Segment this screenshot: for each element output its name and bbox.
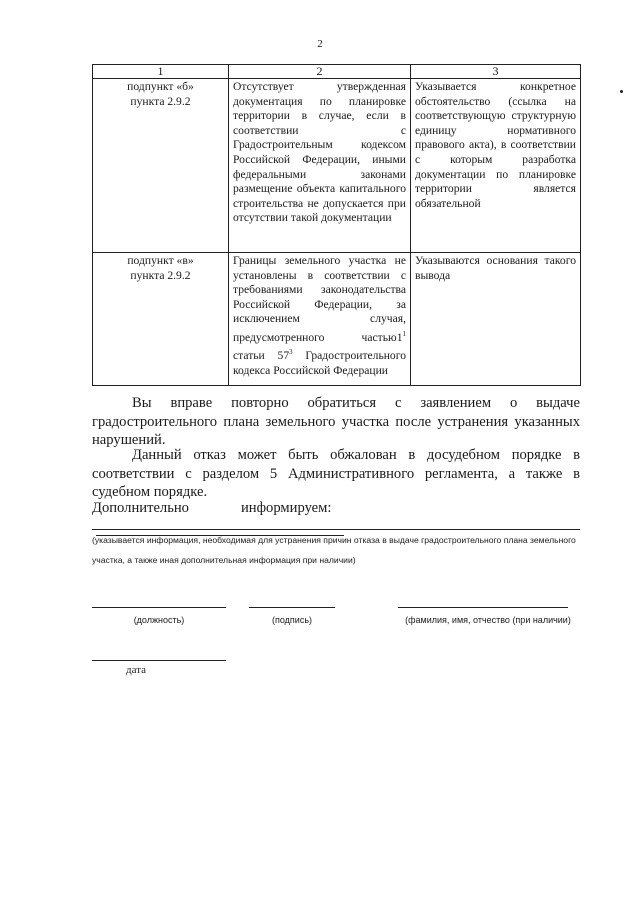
refusal-grounds-table [92, 64, 581, 386]
signature-line[interactable] [249, 607, 335, 608]
table-header-cell: 3 [411, 65, 581, 79]
date-caption: дата [126, 664, 147, 676]
paragraph-additional-info: Дополнительно информируем: [92, 499, 580, 536]
table-cell-explanation: Указывается конкретное обстоятельство (ссылка на соответствующую структурную единицу нормативного правового акта), в соответствии с которым разработка документации по планировке территории является обязательной [411, 79, 581, 253]
table-row [93, 253, 581, 386]
margin-mark [620, 90, 623, 93]
table-cell-ground: Отсутствует утвержденная документация по планировке территории в случае, если в соответствии с Градостроительным кодексом Российской Федерации, иными федеральными законами размещение объекта капитального строительства не допускается при отсутствии такой документации [229, 79, 411, 253]
paragraph-appeal: Данный отказ может быть обжалован в досудебном порядке в соответствии с разделом 5 Административного регламента, а также в судебном порядке. [92, 447, 580, 501]
table-cell-ground: Границы земельного участка не установлены в соответствии с требованиями законодательства Российской Федерации, за исключением случая, предусмотренного $частью1^1$ статьи $57^3$ Градостроительного кодекса Российской Федерации [229, 253, 411, 386]
table-row [93, 79, 581, 253]
signature-caption: (подпись) [271, 615, 313, 625]
table-cell-clause: подпункт «б» пункта 2.9.2 [93, 79, 229, 253]
table-cell-explanation: Указываются основания такого вывода [411, 253, 581, 386]
table-header-cell: 2 [229, 65, 411, 79]
date-line[interactable] [92, 660, 226, 661]
page-number: 2 [317, 38, 323, 50]
position-line[interactable] [92, 607, 226, 608]
full-name-caption: (фамилия, имя, отчество (при наличии) [405, 615, 571, 625]
table-header-cell: 1 [93, 65, 229, 79]
table-header-row [93, 65, 581, 79]
full-name-line[interactable] [398, 607, 568, 608]
additional-info-note: (указывается информация, необходимая для устранения причин отказа в выдаче градостроительного плана земельного участка, а также иная дополнительная информация при наличии) [92, 535, 576, 565]
position-caption: (должность) [133, 615, 185, 625]
table-cell-clause: подпункт «в» пункта 2.9.2 [93, 253, 229, 386]
paragraph-reapply: Вы вправе повторно обратиться с заявлением о выдаче градостроительного плана земельного участка после устранения указанных нарушений. [92, 395, 580, 449]
